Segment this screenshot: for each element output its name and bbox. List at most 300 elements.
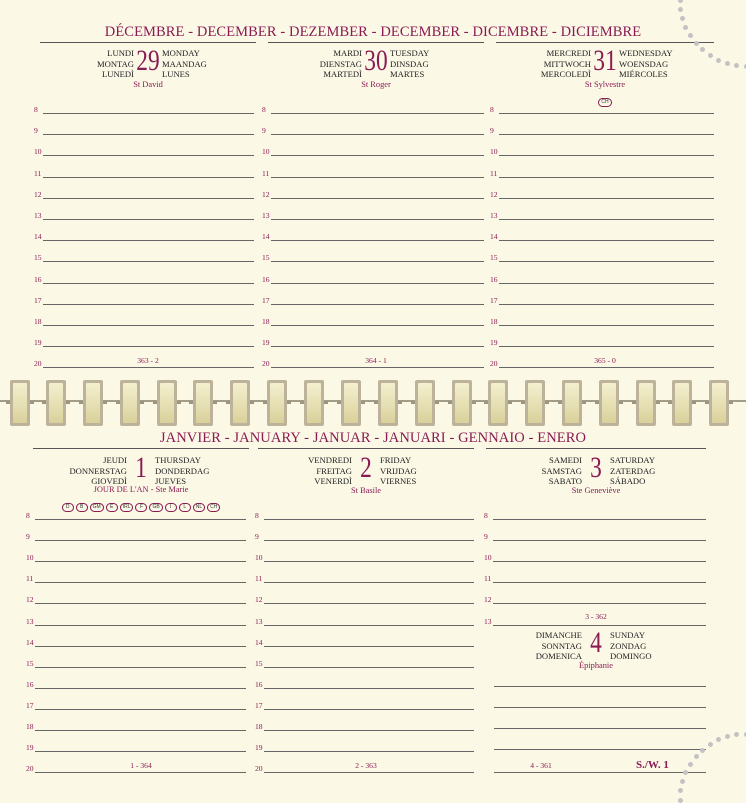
decor-dot (683, 770, 688, 775)
hour-label: 15 (26, 659, 34, 668)
decor-dot (694, 754, 699, 759)
hour-writing-line (35, 646, 246, 647)
hour-slot[interactable] (255, 656, 474, 668)
country-badge: CH (207, 503, 220, 512)
hour-label: 10 (262, 147, 270, 156)
country-badge: GB (149, 503, 162, 512)
hour-label: 9 (484, 532, 488, 541)
hour-writing-line (35, 625, 246, 626)
binding-ring (304, 380, 324, 426)
hour-label: 12 (484, 595, 492, 604)
hour-writing-line (264, 667, 474, 668)
hour-label: 13 (255, 617, 263, 626)
hour-label: 12 (262, 190, 270, 199)
hour-slot[interactable] (34, 293, 254, 305)
hour-slot[interactable] (255, 592, 474, 604)
hour-label: 10 (484, 553, 492, 562)
hour-label: 14 (490, 232, 498, 241)
hour-slot[interactable] (262, 335, 484, 347)
hour-writing-line (43, 198, 254, 199)
hour-writing-line (35, 709, 246, 710)
sunday-line-3 (494, 728, 706, 729)
decor-dot (734, 732, 739, 737)
day-names-right: FRIDAY VRIJDAG VIERNES (380, 455, 417, 487)
hour-writing-line (264, 519, 474, 520)
hour-slot[interactable] (490, 229, 714, 241)
top-rule-2 (268, 42, 484, 43)
hour-writing-line (35, 519, 246, 520)
hour-writing-line (271, 219, 484, 220)
hour-label: 8 (262, 105, 266, 114)
hour-writing-line (499, 113, 714, 114)
hour-label: 12 (26, 595, 34, 604)
hour-label: 20 (26, 764, 34, 773)
day-count-footer: 363 - 2 (40, 356, 256, 365)
day-names-right: SATURDAY ZATERDAG SÁBADO (610, 455, 655, 487)
hour-slot[interactable] (262, 187, 484, 199)
hour-slot[interactable] (262, 123, 484, 135)
hour-slot[interactable] (255, 508, 474, 520)
country-badge: GM (90, 503, 104, 512)
hour-label: 18 (262, 317, 270, 326)
hour-label: 9 (34, 126, 38, 135)
hour-label: 8 (34, 105, 38, 114)
decor-dot (680, 16, 685, 21)
hour-label: 11 (484, 574, 491, 583)
hour-label: 11 (26, 574, 33, 583)
hour-writing-line (264, 772, 474, 773)
day-number: 1 (134, 451, 149, 485)
hour-label: 19 (34, 338, 42, 347)
sunday-line-4 (494, 749, 706, 750)
hour-label: 16 (490, 275, 498, 284)
hour-slot[interactable] (490, 102, 714, 114)
hour-writing-line (271, 367, 484, 368)
binding-ring (599, 380, 619, 426)
hour-label: 8 (255, 511, 259, 520)
binding-ring (672, 380, 692, 426)
hour-slot[interactable] (34, 166, 254, 178)
hour-label: 8 (26, 511, 30, 520)
hour-slot[interactable] (34, 123, 254, 135)
hour-slot[interactable] (26, 571, 246, 583)
day-names-left: DIMANCHE SONNTAG DOMENICA (536, 630, 582, 662)
hour-writing-line (493, 603, 706, 604)
hour-writing-line (43, 155, 254, 156)
hour-label: 20 (262, 359, 270, 368)
sunday-line-2 (494, 707, 706, 708)
day-number: 3 (589, 451, 604, 485)
hour-label: 18 (26, 722, 34, 731)
hour-label: 15 (262, 253, 270, 262)
hour-writing-line (43, 219, 254, 220)
hour-label: 20 (255, 764, 263, 773)
month-title-january: JANVIER - JANUARY - JANUAR - JANUARI - GENNAIO - ENERO (0, 430, 746, 447)
bottom-rule-3 (486, 448, 706, 449)
hour-writing-line (43, 304, 254, 305)
hour-slot[interactable] (34, 229, 254, 241)
hour-label: 17 (26, 701, 34, 710)
day-names-left: VENDREDI FREITAG VENERDÌ (308, 455, 352, 487)
hour-writing-line (271, 134, 484, 135)
hour-slot[interactable] (262, 314, 484, 326)
hour-writing-line (264, 751, 474, 752)
decor-dot (700, 748, 705, 753)
hour-label: 19 (262, 338, 270, 347)
hour-slot[interactable] (490, 208, 714, 220)
binding-ring (83, 380, 103, 426)
hour-slot[interactable] (26, 677, 246, 689)
hour-label: 16 (26, 680, 34, 689)
decor-dot (725, 734, 730, 739)
decor-dot (716, 58, 721, 63)
hour-writing-line (264, 561, 474, 562)
hour-writing-line (264, 646, 474, 647)
hour-slot[interactable] (34, 314, 254, 326)
country-badge: CH (598, 98, 611, 107)
decor-dot (694, 41, 699, 46)
hour-writing-line (493, 540, 706, 541)
decor-dot (716, 737, 721, 742)
hour-slot[interactable] (262, 166, 484, 178)
binding-ring (46, 380, 66, 426)
hour-writing-line (271, 283, 484, 284)
hour-writing-line (264, 688, 474, 689)
hour-slot[interactable] (490, 166, 714, 178)
hour-label: 18 (255, 722, 263, 731)
hour-label: 8 (484, 511, 488, 520)
saint-name: St David (40, 80, 256, 89)
hour-slot[interactable] (490, 314, 714, 326)
bottom-rule-1 (33, 448, 249, 449)
hour-writing-line (35, 582, 246, 583)
hour-writing-line (35, 667, 246, 668)
hour-writing-line (35, 772, 246, 773)
hour-writing-line (35, 688, 246, 689)
hour-writing-line (499, 240, 714, 241)
week-number: S./W. 1 (636, 759, 669, 771)
month-title-december: DÉCEMBRE - DECEMBER - DEZEMBER - DECEMBER - DICEMBRE - DICIEMBRE (0, 24, 746, 41)
hour-slot[interactable] (26, 550, 246, 562)
hour-slot[interactable] (26, 740, 246, 752)
decor-dot (678, 7, 683, 12)
hour-label: 8 (490, 105, 494, 114)
hour-writing-line (493, 519, 706, 520)
day-names-left: MARDI DIENSTAG MARTEDÌ (320, 48, 362, 80)
holiday-name: JOUR DE L'AN - Ste Marie (33, 485, 249, 494)
hour-label: 14 (255, 638, 263, 647)
hour-label: 14 (26, 638, 34, 647)
hour-label: 16 (255, 680, 263, 689)
day-names-right: THURSDAY DONDERDAG JUEVES (155, 455, 209, 487)
day-names-left: JEUDI DONNERSTAG GIOVEDÌ (69, 455, 127, 487)
saint-name: St Roger (268, 80, 484, 89)
hour-slot[interactable] (255, 571, 474, 583)
hour-slot[interactable] (255, 550, 474, 562)
hour-slot[interactable] (34, 272, 254, 284)
hour-label: 15 (34, 253, 42, 262)
binding-ring (267, 380, 287, 426)
decor-dot (688, 762, 693, 767)
hour-writing-line (499, 304, 714, 305)
country-badge: D (62, 503, 74, 512)
hour-writing-line (264, 625, 474, 626)
hour-writing-line (271, 177, 484, 178)
hour-label: 11 (262, 169, 269, 178)
hour-writing-line (35, 561, 246, 562)
hour-slot[interactable] (26, 592, 246, 604)
hour-slot[interactable] (34, 102, 254, 114)
hour-writing-line (43, 177, 254, 178)
hour-label: 14 (34, 232, 42, 241)
hour-label: 12 (490, 190, 498, 199)
hour-label: 17 (262, 296, 270, 305)
hour-writing-line (499, 325, 714, 326)
binding-ring (525, 380, 545, 426)
day-count-footer: 4 - 361 (486, 761, 596, 770)
saint-name: St Basile (258, 486, 474, 495)
day-count-footer: 365 - 0 (496, 356, 714, 365)
hour-writing-line (35, 540, 246, 541)
day-names-right: WEDNESDAY WOENSDAG MIÉRCOLES (619, 48, 673, 80)
hour-label: 10 (490, 147, 498, 156)
hour-slot[interactable] (26, 719, 246, 731)
bottom-rule-2 (258, 448, 474, 449)
decor-dot (725, 61, 730, 66)
hour-slot[interactable] (262, 293, 484, 305)
hour-slot[interactable] (26, 698, 246, 710)
hour-slot[interactable] (26, 614, 246, 626)
hour-label: 9 (26, 532, 30, 541)
hour-writing-line (499, 198, 714, 199)
hour-writing-line (271, 155, 484, 156)
hour-slot[interactable] (255, 677, 474, 689)
hour-writing-line (271, 261, 484, 262)
hour-slot[interactable] (26, 635, 246, 647)
hour-label: 13 (34, 211, 42, 220)
decor-dot (678, 788, 683, 793)
hour-slot[interactable] (484, 508, 706, 520)
day-count-footer: 3 - 362 (486, 612, 706, 621)
decor-dot (708, 53, 713, 58)
country-badge: F (135, 503, 147, 512)
decor-dot (734, 63, 739, 68)
day-count-footer: 364 - 1 (268, 356, 484, 365)
day-number: 4 (589, 626, 604, 660)
decor-dot (680, 779, 685, 784)
day-number: 30 (361, 44, 391, 78)
day-count-footer: 1 - 364 (33, 761, 249, 770)
hour-writing-line (499, 346, 714, 347)
day-names-right: MONDAY MAANDAG LUNES (162, 48, 207, 80)
day-names-left: MERCREDI MITTWOCH MERCOLEDÌ (541, 48, 591, 80)
hour-writing-line (43, 240, 254, 241)
hour-label: 17 (255, 701, 263, 710)
top-rule-3 (496, 42, 714, 43)
hour-label: 16 (34, 275, 42, 284)
binding-ring (193, 380, 213, 426)
hour-writing-line (35, 603, 246, 604)
hour-writing-line (271, 325, 484, 326)
hour-label: 19 (490, 338, 498, 347)
hour-label: 13 (484, 617, 492, 626)
binding-ring (415, 380, 435, 426)
hour-writing-line (499, 155, 714, 156)
binding-ring (10, 380, 30, 426)
hour-label: 18 (490, 317, 498, 326)
hour-writing-line (264, 540, 474, 541)
hour-slot[interactable] (262, 102, 484, 114)
hour-label: 12 (34, 190, 42, 199)
hour-writing-line (43, 113, 254, 114)
day-number: 31 (590, 44, 620, 78)
hour-label: 16 (262, 275, 270, 284)
hour-label: 19 (26, 743, 34, 752)
hour-label: 11 (490, 169, 497, 178)
hour-slot[interactable] (255, 635, 474, 647)
binding-ring (341, 380, 361, 426)
hour-slot[interactable] (255, 614, 474, 626)
hour-writing-line (271, 304, 484, 305)
country-badge: B (76, 503, 88, 512)
binding-ring (120, 380, 140, 426)
hour-writing-line (499, 134, 714, 135)
hour-label: 15 (255, 659, 263, 668)
binding-ring (636, 380, 656, 426)
hour-slot[interactable] (484, 550, 706, 562)
hour-writing-line (43, 346, 254, 347)
country-badge: NL (193, 503, 205, 512)
hour-label: 17 (490, 296, 498, 305)
hour-label: 20 (490, 359, 498, 368)
hour-slot[interactable] (255, 698, 474, 710)
hour-slot[interactable] (34, 144, 254, 156)
hour-label: 20 (34, 359, 42, 368)
hour-slot[interactable] (262, 229, 484, 241)
hour-label: 13 (26, 617, 34, 626)
day-names-left: LUNDI MONTAG LUNEDÌ (97, 48, 134, 80)
day-names-right: SUNDAY ZONDAG DOMINGO (610, 630, 652, 662)
day-header-4 (486, 630, 706, 694)
hour-slot[interactable] (34, 187, 254, 199)
hour-writing-line (35, 730, 246, 731)
sunday-line-5 (494, 772, 706, 773)
hour-slot[interactable] (484, 529, 706, 541)
hour-slot[interactable] (262, 208, 484, 220)
day-number: 29 (133, 44, 163, 78)
hour-writing-line (43, 367, 254, 368)
hour-label: 13 (490, 211, 498, 220)
country-badge: E (106, 503, 118, 512)
binding-ring (709, 380, 729, 426)
hour-writing-line (264, 603, 474, 604)
hour-slot[interactable] (255, 740, 474, 752)
hour-slot[interactable] (262, 272, 484, 284)
hour-slot[interactable] (490, 293, 714, 305)
decor-dot (678, 0, 683, 3)
hour-writing-line (264, 730, 474, 731)
binding-ring (378, 380, 398, 426)
hour-writing-line (499, 283, 714, 284)
day-names-right: TUESDAY DINSDAG MARTES (390, 48, 429, 80)
top-rule-1 (40, 42, 256, 43)
hour-writing-line (264, 582, 474, 583)
hour-label: 10 (26, 553, 34, 562)
day-count-footer: 2 - 363 (258, 761, 474, 770)
hour-label: 9 (262, 126, 266, 135)
hour-slot[interactable] (490, 144, 714, 156)
country-badge: L (179, 503, 191, 512)
hour-writing-line (499, 367, 714, 368)
hour-slot[interactable] (484, 571, 706, 583)
hour-writing-line (499, 261, 714, 262)
binding-ring (488, 380, 508, 426)
hour-slot[interactable] (34, 335, 254, 347)
hour-writing-line (271, 113, 484, 114)
hour-writing-line (43, 283, 254, 284)
hour-slot[interactable] (490, 272, 714, 284)
saint-name: St Sylvestre (496, 80, 714, 89)
hour-slot[interactable] (255, 529, 474, 541)
hour-slot[interactable] (26, 529, 246, 541)
hour-writing-line (493, 561, 706, 562)
hour-slot[interactable] (26, 508, 246, 520)
binding-ring (452, 380, 472, 426)
sunday-line-1 (494, 686, 706, 687)
hour-label: 9 (255, 532, 259, 541)
decor-dot (678, 798, 683, 803)
hour-writing-line (493, 582, 706, 583)
country-badge: IRL (120, 503, 134, 512)
decor-dot (708, 742, 713, 747)
binding-ring (230, 380, 250, 426)
hour-slot[interactable] (262, 250, 484, 262)
binding-ring (157, 380, 177, 426)
hour-slot[interactable] (34, 250, 254, 262)
hour-label: 9 (490, 126, 494, 135)
hour-slot[interactable] (490, 250, 714, 262)
hour-label: 11 (34, 169, 41, 178)
hour-slot[interactable] (490, 123, 714, 135)
hour-label: 10 (255, 553, 263, 562)
hour-writing-line (271, 240, 484, 241)
hour-slot[interactable] (484, 592, 706, 604)
hour-label: 11 (255, 574, 262, 583)
hour-slot[interactable] (26, 656, 246, 668)
hour-writing-line (271, 346, 484, 347)
hour-label: 13 (262, 211, 270, 220)
hour-label: 15 (490, 253, 498, 262)
saint-name: Épiphanie (486, 661, 706, 670)
hour-slot[interactable] (490, 335, 714, 347)
hour-label: 17 (34, 296, 42, 305)
country-badge: I (165, 503, 177, 512)
hour-label: 12 (255, 595, 263, 604)
hour-writing-line (43, 261, 254, 262)
binding-ring (562, 380, 582, 426)
hour-slot[interactable] (262, 144, 484, 156)
hour-label: 14 (262, 232, 270, 241)
hour-writing-line (499, 177, 714, 178)
hour-slot[interactable] (34, 208, 254, 220)
hour-slot[interactable] (255, 719, 474, 731)
hour-writing-line (43, 134, 254, 135)
day-number: 2 (359, 451, 374, 485)
hour-writing-line (499, 219, 714, 220)
hour-slot[interactable] (490, 187, 714, 199)
hour-writing-line (35, 751, 246, 752)
day-names-left: SAMEDI SAMSTAG SABATO (542, 455, 582, 487)
